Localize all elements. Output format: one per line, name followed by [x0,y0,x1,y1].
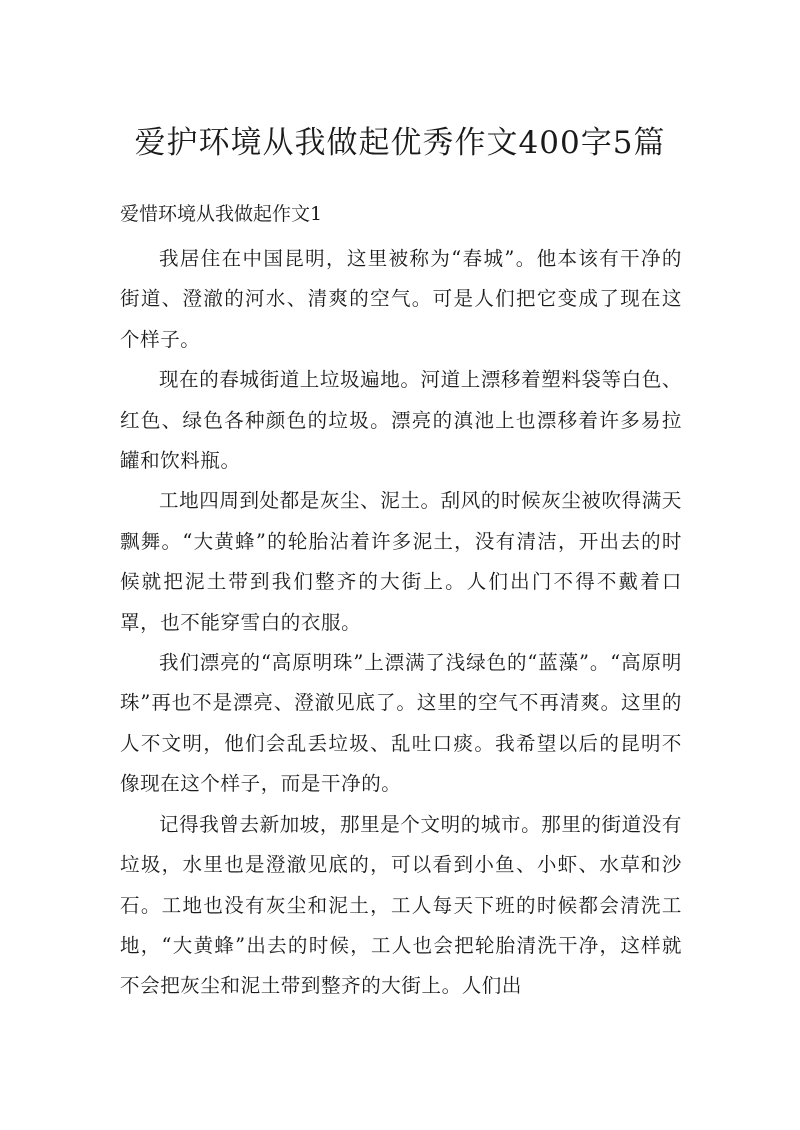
paragraph: 记得我曾去新加坡，那里是个文明的城市。那里的街道没有垃圾，水里也是澄澈见底的，可以看到小鱼、小虾、水草和沙石。工地也没有灰尘和泥土，工人每天下班的时候都会清洗工地，“大黄蜂”出去的时候，工人也会把轮胎清洗干净，这样就不会把灰尘和泥土带到整齐的大街上。人们出 [120,812,682,998]
document-body [120,239,682,1007]
section-heading: 爱惜环境从我做起作文1 [120,203,323,225]
paragraph: 我们漂亮的“高原明珠”上漂满了浅绿色的“蓝藻”。“高原明珠”再也不是漂亮、澄澈见底了。这里的空气不再清爽。这里的人不文明，他们会乱丢垃圾、乱吐口痰。我希望以后的昆明不像现在这个样子，而是干净的。 [120,651,682,796]
paragraph: 工地四周到处都是灰尘、泥土。刮风的时候灰尘被吹得满天飘舞。“大黄蜂”的轮胎沾着许多泥土，没有清洁，开出去的时候就把泥土带到我们整齐的大街上。人们出门不得不戴着口罩，也不能穿雪白的衣服。 [120,489,682,634]
document-title: 爱护环境从我做起优秀作文400字5篇 [134,125,666,161]
paragraph: 现在的春城街道上垃圾遍地。河道上漂移着塑料袋等白色、红色、绿色各种颜色的垃圾。漂亮的滇池上也漂移着许多易拉罐和饮料瓶。 [120,368,682,473]
paragraph: 我居住在中国昆明，这里被称为“春城”。他本该有干净的街道、澄澈的河水、清爽的空气。可是人们把它变成了现在这个样子。 [120,247,682,351]
